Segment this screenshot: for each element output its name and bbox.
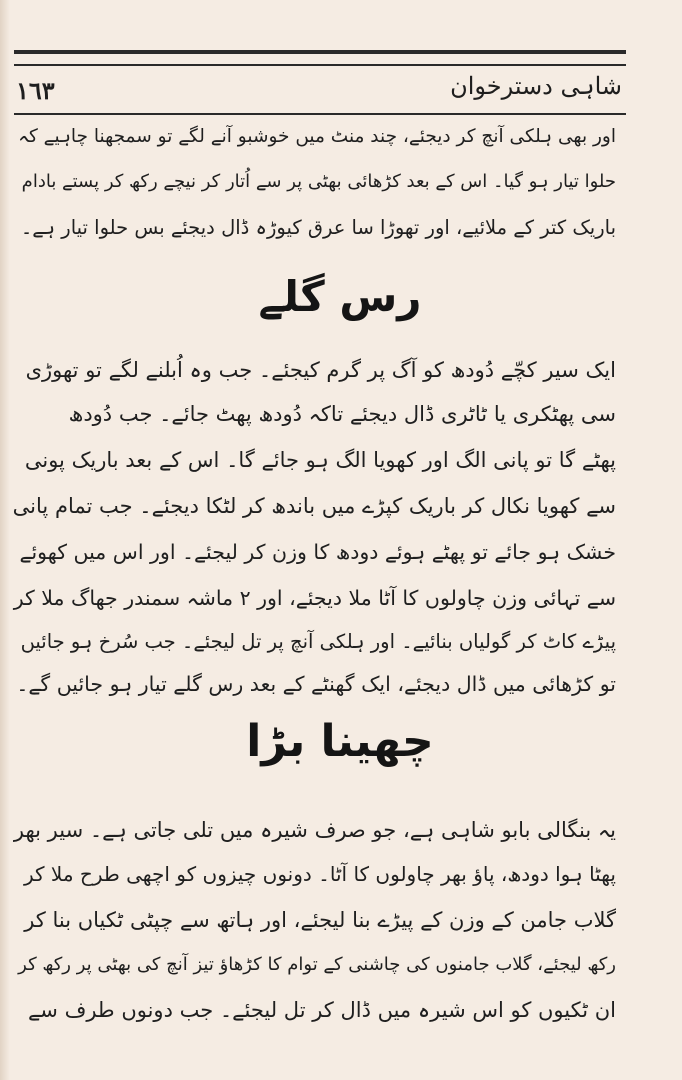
page-number: ١٦٣ bbox=[16, 76, 55, 105]
text-line: پھٹا ہوا دودھ، پاؤ بھر چاولوں کا آٹا۔ دونوں چیزوں کو اچھی طرح ملا کر bbox=[24, 862, 616, 886]
section-heading-chhena-bara: چھینا بڑا bbox=[246, 716, 434, 767]
text-line: پھٹے گا تو پانی الگ اور کھویا الگ ہو جائے گا۔ اس کے بعد باریک پونی bbox=[24, 448, 616, 472]
text-line: حلوا تیار ہو گیا۔ اس کے بعد کڑھائی بھٹی پر سے اُتار کر نیچے رکھ کر پستے بادام bbox=[21, 171, 616, 192]
text-line: یہ بنگالی بابو شاہی ہے، جو صرف شیرہ میں تلی جاتی ہے۔ سیر بھر bbox=[13, 818, 616, 842]
text-line: ایک سیر کچّے دُودھ کو آگ پر گرم کیجئے۔ جب وہ اُبلنے لگے تو تھوڑی bbox=[25, 358, 616, 382]
text-line: خشک ہو جائے تو پھٹے ہوئے دودھ کا وزن کر لیجئے۔ اور اس میں کھوئے bbox=[19, 540, 616, 564]
text-line: گلاب جامن کے وزن کے پیڑے بنا لیجئے، اور ہاتھ سے چپٹی ٹکیاں بنا کر bbox=[24, 908, 616, 932]
section-heading-ras-gulle: رس گلے bbox=[258, 272, 422, 321]
text-line: پیڑے کاٹ کر گولیاں بنائیے۔ اور ہلکی آنچ پر تل لیجئے۔ جب سُرخ ہو جائیں bbox=[20, 630, 616, 653]
text-line: اور بھی ہلکی آنچ کر دیجئے، چند منٹ میں خوشبو آنے لگے تو سمجھنا چاہیے کہ bbox=[18, 126, 616, 147]
top-rule-thin bbox=[14, 64, 626, 66]
text-line: باریک کتر کے ملائیے، اور تھوڑا سا عرق کیوڑہ ڈال دیجئے بس حلوا تیار ہے۔ bbox=[20, 216, 616, 239]
page-header bbox=[14, 70, 626, 110]
text-line: سی پھٹکری یا ٹاٹری ڈال دیجئے تاکہ دُودھ پھٹ جائے۔ جب دُودھ bbox=[68, 402, 616, 426]
header-rule bbox=[14, 113, 626, 115]
page-edge-shadow bbox=[0, 0, 10, 1080]
text-line: سے کھویا نکال کر باریک کپڑے میں باندھ کر لٹکا دیجئے۔ جب تمام پانی bbox=[12, 494, 616, 518]
text-line: ان ٹکیوں کو اس شیرہ میں ڈال کر تل لیجئے۔ جب دونوں طرف سے bbox=[28, 998, 616, 1022]
text-line: سے تہائی وزن چاولوں کا آٹا ملا دیجئے، اور ۲ ماشہ سمندر جھاگ ملا کر bbox=[13, 586, 616, 610]
text-line: رکھ لیجئے، گلاب جامنوں کی چاشنی کے توام کا کڑھاؤ تیز آنچ کی بھٹی پر رکھ کر bbox=[18, 954, 616, 975]
top-rule-thick bbox=[14, 50, 626, 54]
text-line: تو کڑھائی میں ڈال دیجئے، ایک گھنٹے کے بعد رس گلے تیار ہو جائیں گے۔ bbox=[16, 672, 616, 696]
running-title: شاہی دسترخوان bbox=[450, 72, 622, 100]
